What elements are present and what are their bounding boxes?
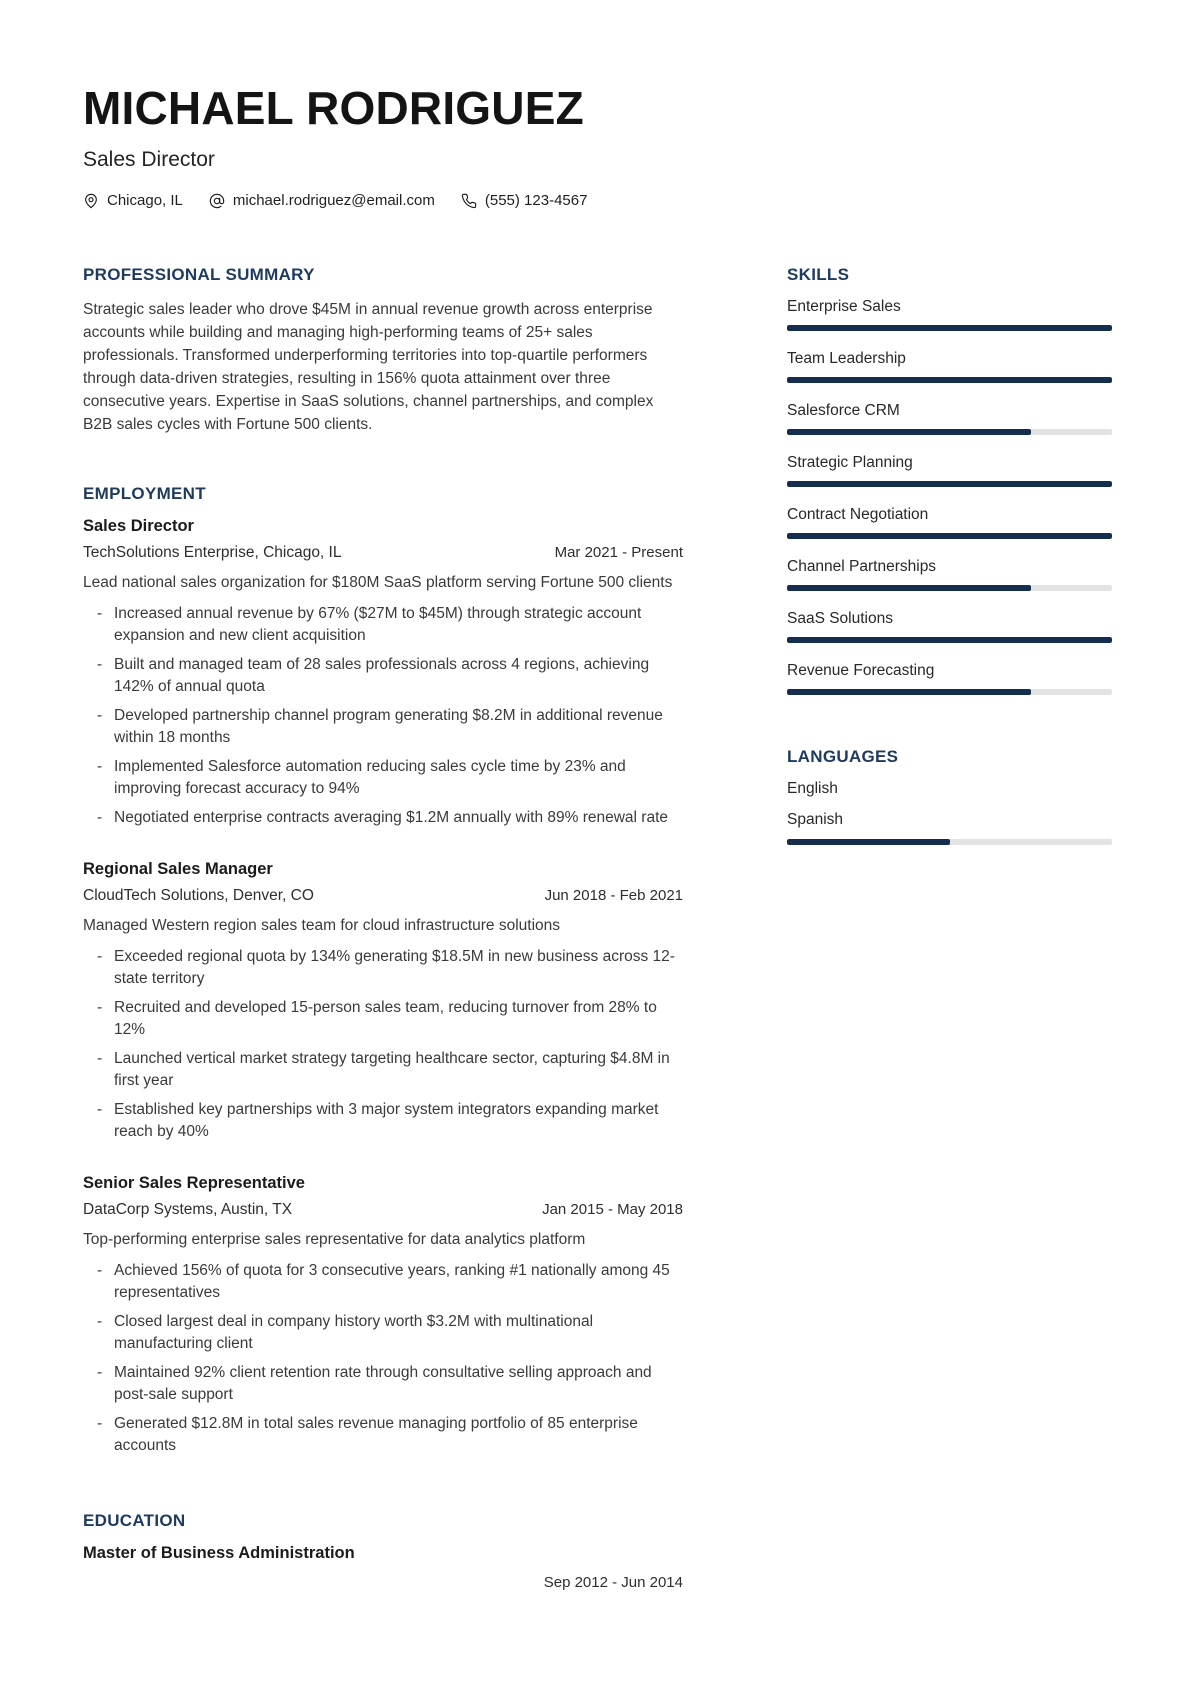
skill-level-bar <box>787 689 1112 695</box>
languages-section <box>787 747 1112 845</box>
skill-level-fill <box>787 429 1031 435</box>
job-description: Lead national sales organization for $180M SaaS platform serving Fortune 500 clients <box>83 574 673 592</box>
skill-level-fill <box>787 377 1112 383</box>
sidebar-column <box>787 265 1112 1591</box>
location-pin-icon <box>83 193 99 209</box>
summary-section <box>83 265 683 436</box>
company-location: DataCorp Systems, Austin, TX <box>83 1201 293 1219</box>
skill-label: Strategic Planning <box>787 454 913 472</box>
degree-title: Master of Business Administration <box>83 1544 355 1563</box>
skills-section <box>787 265 1112 695</box>
job-bullet <box>97 603 683 647</box>
skill-item <box>787 350 1112 383</box>
job-entry-title: Regional Sales Manager <box>83 860 273 879</box>
skill-item <box>787 506 1112 539</box>
skill-item <box>787 402 1112 435</box>
at-sign-icon <box>209 193 225 209</box>
language-label: Spanish <box>787 811 844 829</box>
bullet-text: Recruited and developed 15-person sales team, reducing turnover from 28% to 12% <box>114 999 657 1039</box>
education-section <box>83 1511 683 1591</box>
skill-label: SaaS Solutions <box>787 610 893 628</box>
person-name: MICHAEL RODRIGUEZ <box>83 82 584 134</box>
skill-level-bar <box>787 481 1112 487</box>
bullet-text: Maintained 92% client retention rate through consultative selling approach and post-sale support <box>114 1364 652 1404</box>
bullet-text: Established key partnerships with 3 major system integrators expanding market reach by 40% <box>114 1101 659 1141</box>
bullet-text: Achieved 156% of quota for 3 consecutive years, ranking #1 nationally among 45 representatives <box>114 1262 670 1302</box>
language-level-bar <box>787 839 1112 845</box>
job-bullet-list <box>83 603 683 829</box>
bullet-text: Launched vertical market strategy targeting healthcare sector, capturing $4.8M in first year <box>114 1050 670 1090</box>
bullet-text: Built and managed team of 28 sales professionals across 4 regions, achieving 142% of annual quota <box>114 656 650 696</box>
contact-location <box>83 192 183 209</box>
company-location: TechSolutions Enterprise, Chicago, IL <box>83 544 342 562</box>
skill-level-bar <box>787 377 1112 383</box>
job-entry-title: Sales Director <box>83 517 194 536</box>
job-entry <box>83 517 683 829</box>
skill-level-bar <box>787 429 1112 435</box>
skills-heading: SKILLS <box>787 265 850 285</box>
bullet-text: Generated $12.8M in total sales revenue managing portfolio of 85 enterprise accounts <box>114 1415 638 1455</box>
job-bullet <box>97 946 683 990</box>
bullet-dash: - <box>97 1313 103 1331</box>
bullet-text: Increased annual revenue by 67% ($27M to $45M) through strategic account expansion and new client acquisition <box>114 605 642 645</box>
job-bullet <box>97 705 683 749</box>
bullet-dash: - <box>97 1050 103 1068</box>
skill-level-fill <box>787 585 1031 591</box>
summary-text: Strategic sales leader who drove $45M in annual revenue growth across enterprise accounts while building and managing high-performing teams of 25+ sales professionals. Transformed underperforming territories into top-quartile performers through data-driven strategies, resulting in 156% quota attainment over three consecutive years. Expertise in SaaS solutions, channel partnerships, and complex B2B sales cycles with Fortune 500 clients. <box>83 301 654 434</box>
skill-item <box>787 454 1112 487</box>
skill-level-fill <box>787 637 1112 643</box>
language-label: English <box>787 780 838 798</box>
bullet-dash: - <box>97 999 103 1017</box>
job-bullet <box>97 1260 683 1304</box>
skill-label: Salesforce CRM <box>787 402 900 420</box>
skill-level-fill <box>787 325 1112 331</box>
contact-location-text: Chicago, IL <box>107 192 183 210</box>
education-dates: Sep 2012 - Jun 2014 <box>543 1574 683 1592</box>
bullet-text: Closed largest deal in company history worth $3.2M with multinational manufacturing client <box>114 1313 594 1353</box>
skill-level-fill <box>787 533 1112 539</box>
skill-level-bar <box>787 585 1112 591</box>
skill-item <box>787 558 1112 591</box>
resume-header <box>83 84 1112 209</box>
company-line <box>83 1201 683 1219</box>
phone-icon <box>461 193 477 209</box>
job-bullet <box>97 807 683 829</box>
language-list <box>787 780 1112 845</box>
bullet-dash: - <box>97 1262 103 1280</box>
job-entry-title: Senior Sales Representative <box>83 1174 305 1193</box>
job-bullet-list <box>83 1260 683 1457</box>
bullet-dash: - <box>97 605 103 623</box>
education-heading: EDUCATION <box>83 1511 186 1531</box>
bullet-dash: - <box>97 656 103 674</box>
job-bullet <box>97 1311 683 1355</box>
contact-phone <box>461 192 588 209</box>
skill-label: Enterprise Sales <box>787 298 901 316</box>
skill-level-bar <box>787 325 1112 331</box>
job-dates: Mar 2021 - Present <box>554 544 683 562</box>
bullet-dash: - <box>97 1415 103 1433</box>
summary-heading: PROFESSIONAL SUMMARY <box>83 265 315 285</box>
job-entry <box>83 1174 683 1457</box>
skill-item <box>787 298 1112 331</box>
skill-item <box>787 662 1112 695</box>
bullet-dash: - <box>97 1101 103 1119</box>
bullet-text: Developed partnership channel program generating $8.2M in additional revenue within 18 months <box>114 707 663 747</box>
contact-phone-text: (555) 123-4567 <box>484 192 588 210</box>
bullet-dash: - <box>97 809 103 827</box>
skill-label: Team Leadership <box>787 350 906 368</box>
job-bullet <box>97 1099 683 1143</box>
skill-label: Contract Negotiation <box>787 506 929 524</box>
bullet-text: Implemented Salesforce automation reducing sales cycle time by 23% and improving forecast accuracy to 94% <box>114 758 626 798</box>
skill-label: Channel Partnerships <box>787 558 937 576</box>
skill-level-bar <box>787 533 1112 539</box>
skill-item <box>787 610 1112 643</box>
bullet-text: Negotiated enterprise contracts averaging $1.2M annually with 89% renewal rate <box>114 809 669 827</box>
job-bullet <box>97 654 683 698</box>
content-columns <box>83 265 1112 1591</box>
employment-heading: EMPLOYMENT <box>83 484 206 504</box>
job-bullet <box>97 756 683 800</box>
language-item <box>787 780 1112 798</box>
job-bullet <box>97 1413 683 1457</box>
company-line <box>83 887 683 905</box>
job-bullet <box>97 997 683 1041</box>
skill-level-fill <box>787 689 1031 695</box>
bullet-dash: - <box>97 707 103 725</box>
job-bullet <box>97 1362 683 1406</box>
main-column <box>83 265 683 1591</box>
job-bullet <box>97 1048 683 1092</box>
skill-label: Revenue Forecasting <box>787 662 935 680</box>
bullet-dash: - <box>97 1364 103 1382</box>
job-description: Top-performing enterprise sales representative for data analytics platform <box>83 1231 586 1249</box>
bullet-dash: - <box>97 758 103 776</box>
contact-email <box>209 192 435 209</box>
person-job-title: Sales Director <box>83 148 215 172</box>
company-location: CloudTech Solutions, Denver, CO <box>83 887 314 905</box>
bullet-text: Exceeded regional quota by 134% generating $18.5M in new business across 12-state territory <box>114 948 675 988</box>
contact-row <box>83 192 1112 209</box>
skill-level-fill <box>787 481 1112 487</box>
contact-email-text: michael.rodriguez@email.com <box>232 192 435 210</box>
job-bullet-list <box>83 946 683 1143</box>
employment-section <box>83 484 683 1457</box>
job-description: Managed Western region sales team for cloud infrastructure solutions <box>83 917 561 935</box>
languages-heading: LANGUAGES <box>787 747 899 767</box>
language-level-fill <box>787 839 950 845</box>
job-list <box>83 517 683 1457</box>
job-dates: Jan 2015 - May 2018 <box>542 1201 683 1219</box>
skill-level-bar <box>787 637 1112 643</box>
skill-list <box>787 298 1112 695</box>
job-entry <box>83 860 683 1143</box>
job-dates: Jun 2018 - Feb 2021 <box>544 887 683 905</box>
language-item <box>787 811 1112 845</box>
bullet-dash: - <box>97 948 103 966</box>
company-line <box>83 544 683 562</box>
